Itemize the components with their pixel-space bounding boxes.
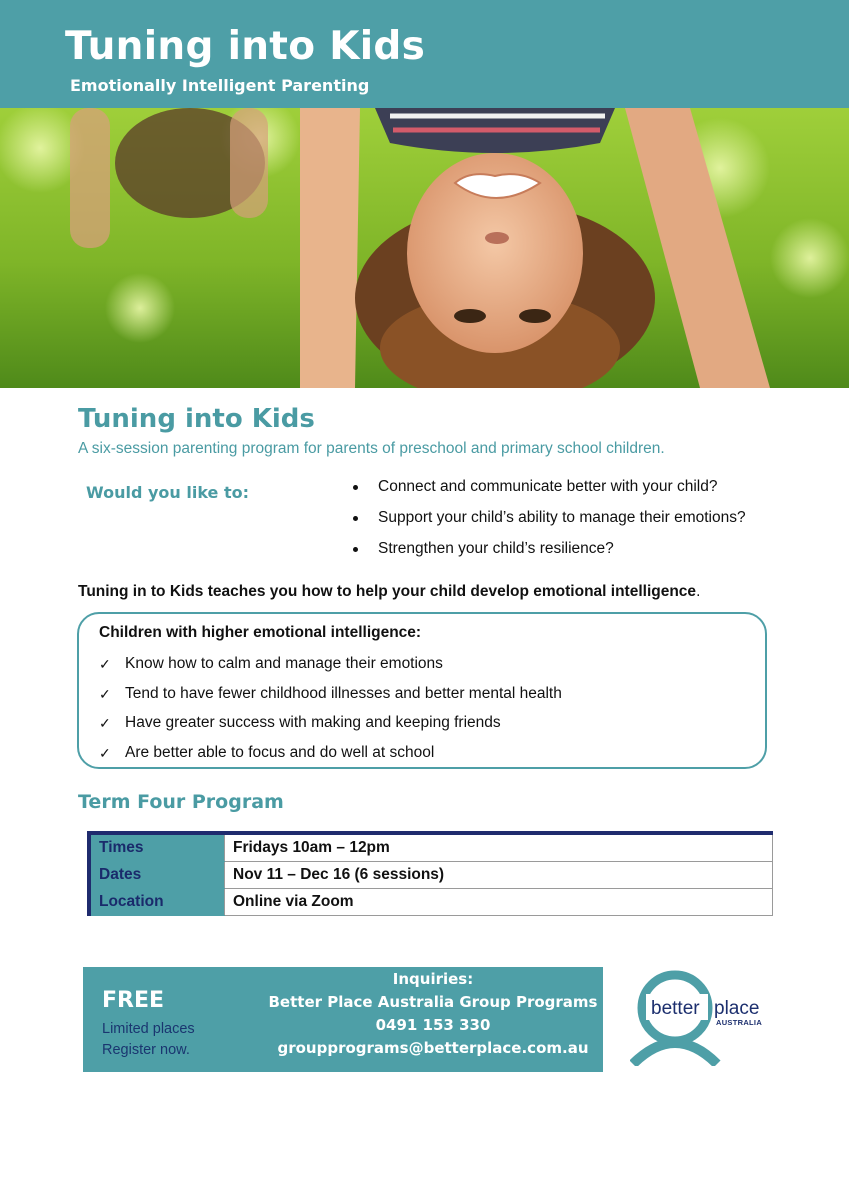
benefit-item: ✓ Have greater success with making and keeping friends	[99, 714, 501, 731]
header-banner	[0, 0, 849, 108]
benefit-item: ✓ Know how to calm and manage their emotions	[99, 655, 443, 672]
program-title: Tuning into Kids	[78, 404, 315, 434]
inquiries-label: Inquiries:	[392, 970, 474, 988]
check-icon: ✓	[99, 715, 111, 731]
row-value: Online via Zoom	[225, 889, 773, 916]
table-row	[89, 833, 773, 862]
program-description: A six-session parenting program for parents of preschool and primary school children.	[78, 440, 665, 457]
child-handstand-photo	[0, 108, 849, 388]
benefit-item: ✓ Are better able to focus and do well at school	[99, 743, 435, 761]
row-value: Nov 11 – Dec 16 (6 sessions)	[225, 862, 773, 889]
benefit-item: ✓ Tend to have fewer childhood illnesses and better mental health	[99, 684, 562, 702]
would-you-like-label: Would you like to:	[86, 483, 249, 502]
row-label: Dates	[89, 862, 225, 889]
contact-panel	[83, 967, 603, 1072]
row-value: Fridays 10am – 12pm	[225, 833, 773, 862]
bullet-icon	[353, 485, 358, 490]
goal-item: Connect and communicate better with your child?	[350, 477, 746, 508]
table-row	[89, 862, 773, 889]
goals-list	[350, 477, 746, 570]
check-icon: ✓	[99, 656, 111, 672]
row-label: Times	[89, 833, 225, 862]
emotional-intelligence-box	[77, 612, 767, 769]
ei-heading: Children with higher emotional intelligence:	[99, 624, 422, 641]
teaches-statement: Tuning in to Kids teaches you how to help your child develop emotional intelligence.	[78, 583, 701, 600]
phone-number[interactable]: 0491 153 330	[375, 1016, 491, 1034]
program-table	[87, 831, 773, 916]
table-row	[89, 889, 773, 916]
header-subtitle: Emotionally Intelligent Parenting	[70, 76, 370, 95]
email-link[interactable]: groupprograms@betterplace.com.au	[277, 1039, 589, 1057]
check-icon: ✓	[99, 685, 111, 702]
ei-benefits-list	[99, 654, 562, 772]
row-label: Location	[89, 889, 225, 916]
org-name: Better Place Australia Group Programs	[268, 993, 598, 1011]
logo-word-australia: AUSTRALIA	[716, 1018, 763, 1027]
term-title: Term Four Program	[78, 791, 284, 813]
free-label: FREE	[102, 988, 165, 1013]
better-place-logo	[630, 970, 765, 1066]
bullet-icon	[353, 516, 358, 521]
bullet-icon	[353, 547, 358, 552]
limited-places-text: Limited places	[102, 1021, 195, 1037]
goal-item: Strengthen your child’s resilience?	[350, 539, 746, 570]
goal-item: Support your child’s ability to manage their emotions?	[350, 508, 746, 539]
check-icon: ✓	[99, 744, 111, 761]
logo-word-better: better	[651, 998, 700, 1019]
register-text: Register now.	[102, 1042, 190, 1058]
header-title: Tuning into Kids	[65, 24, 426, 69]
logo-word-place: place	[714, 998, 760, 1019]
